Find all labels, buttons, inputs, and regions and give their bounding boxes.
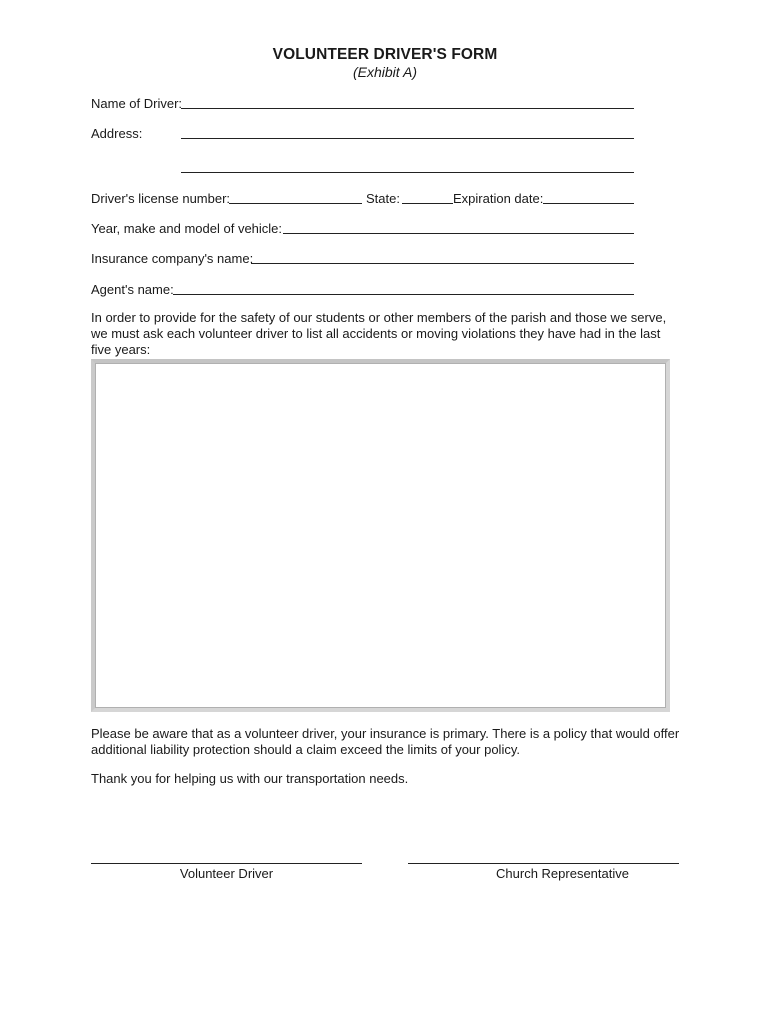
volunteer-driver-signature-line[interactable] (91, 863, 362, 864)
form-subtitle: (Exhibit A) (352, 64, 418, 80)
accidents-instructions: In order to provide for the safety of our students or other members of the parish and those we serve, we must ask each volunteer driver to list all accidents or moving violations they have had in the last five years: (91, 310, 667, 357)
state-label: State: (366, 191, 400, 206)
expiration-date-field[interactable] (543, 192, 634, 204)
expiration-date-label: Expiration date: (453, 191, 544, 206)
state-field[interactable] (402, 192, 453, 204)
insurance-notice: Please be aware that as a volunteer driver, your insurance is primary. There is a policy that would offer additional liability protection should a claim exceed the limits of your policy. (91, 726, 680, 757)
accidents-text-area[interactable] (91, 359, 670, 712)
form-title: VOLUNTEER DRIVER'S FORM (272, 46, 498, 63)
license-number-field[interactable] (229, 192, 362, 204)
accidents-text-area-content (95, 363, 666, 708)
address-field-line-1[interactable] (181, 127, 634, 139)
address-field-line-2[interactable] (181, 161, 634, 173)
volunteer-driver-label: Volunteer Driver (179, 866, 274, 881)
driver-name-field[interactable] (181, 97, 634, 109)
agent-name-field[interactable] (173, 283, 634, 295)
insurance-company-field[interactable] (251, 252, 634, 264)
agent-name-label: Agent's name: (91, 282, 174, 297)
vehicle-field[interactable] (283, 222, 634, 234)
address-label: Address: (91, 126, 143, 141)
vehicle-label: Year, make and model of vehicle: (91, 221, 283, 236)
thank-you-note: Thank you for helping us with our transportation needs. (91, 771, 409, 786)
church-representative-signature-line[interactable] (408, 863, 679, 864)
driver-name-label: Name of Driver: (91, 96, 183, 111)
church-representative-label: Church Representative (496, 866, 629, 881)
insurance-company-label: Insurance company's name: (91, 251, 254, 266)
license-number-label: Driver's license number: (91, 191, 231, 206)
